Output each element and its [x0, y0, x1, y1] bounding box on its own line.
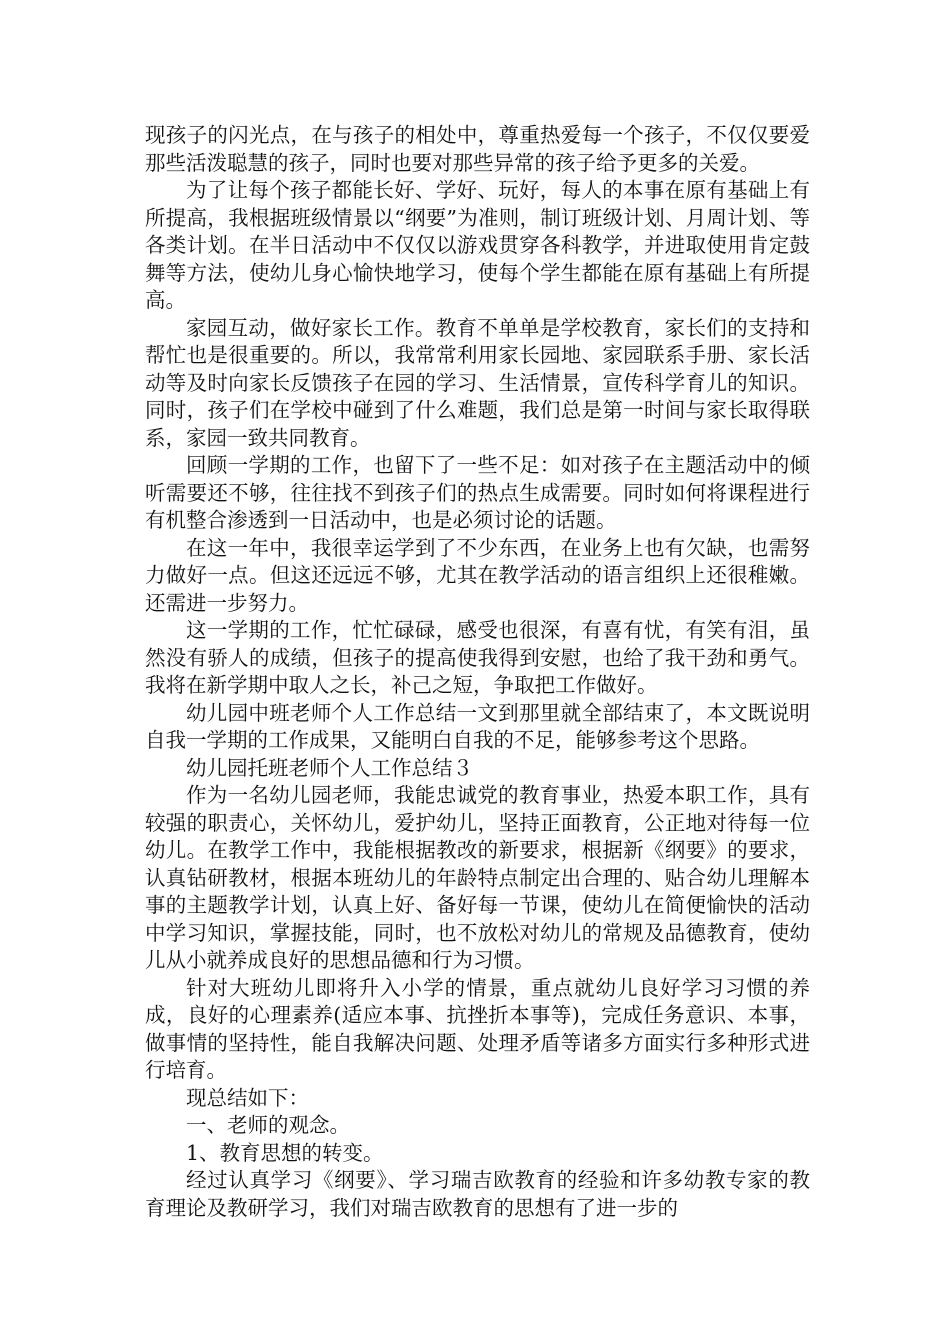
- paragraph: 现孩子的闪光点，在与孩子的相处中，尊重热爱每一个孩子，不仅仅要爱那些活泼聪慧的孩子，同时也要对那些异常的孩子给予更多的关爱。: [145, 123, 810, 175]
- paragraph: 经过认真学习《纲要》、学习瑞吉欧教育的经验和许多幼教专家的教育理论及教研学习，我们对瑞吉欧教育的思想有了进一步的: [145, 1168, 810, 1220]
- paragraph: 家园互动，做好家长工作。教育不单单是学校教育，家长们的支持和帮忙也是很重要的。所以，我常常利用家长园地、家园联系手册、家长活动等及时向家长反馈孩子在园的学习、生活情景，宣传科学育儿的知识。同时，孩子们在学校中碰到了什么难题，我们总是第一时间与家长取得联系，家园一致共同教育。: [145, 315, 810, 450]
- paragraph: 回顾一学期的工作，也留下了一些不足：如对孩子在主题活动中的倾听需要还不够，往往找不到孩子们的热点生成需要。同时如何将课程进行有机整合渗透到一日活动中，也是必须讨论的话题。: [145, 453, 810, 532]
- paragraph: 这一学期的工作，忙忙碌碌，感受也很深，有喜有忧，有笑有泪，虽然没有骄人的成绩，但孩子的提高使我得到安慰，也给了我干劲和勇气。我将在新学期中取人之长，补己之短，争取把工作做好。: [145, 618, 810, 697]
- paragraph: 作为一名幼儿园老师，我能忠诚党的教育事业，热爱本职工作，具有较强的职责心，关怀幼儿，爱护幼儿，坚持正面教育，公正地对待每一位幼儿。在教学工作中，我能根据教改的新要求，根据新《纲要》的要求，认真钻研教材，根据本班幼儿的年龄特点制定出合理的、贴合幼儿理解本事的主题教学计划，认真上好、备好每一节课，使幼儿在简便愉快的活动中学习知识，掌握技能，同时，也不放松对幼儿的常规及品德教育，使幼儿从小就养成良好的思想品德和行为习惯。: [145, 783, 810, 972]
- document-body: [145, 122, 810, 1222]
- paragraph: 现总结如下：: [186, 1085, 309, 1110]
- paragraph: 为了让每个孩子都能长好、学好、玩好，每人的本事在原有基础上有所提高，我根据班级情景以“纲要”为准则，制订班级计划、月周计划、等各类计划。在半日活动中不仅仅以游戏贯穿各科教学，并进取使用肯定鼓舞等方法，使幼儿身心愉快地学习，使每个学生都能在原有基础上有所提高。: [145, 178, 810, 312]
- section-heading: 幼儿园托班老师个人工作总结３: [186, 755, 473, 780]
- subheading: 一、老师的观念。: [186, 1113, 350, 1137]
- paragraph: 针对大班幼儿即将升入小学的情景，重点就幼儿良好学习习惯的养成，良好的心理素养(适应本事、抗挫折本事等)，完成任务意识、本事，做事情的坚持性，能自我解决问题、处理矛盾等诸多方面实行多种形式进行培育。: [145, 975, 810, 1082]
- subheading: 1、教育思想的转变。: [186, 1140, 384, 1165]
- paragraph: 在这一年中，我很幸运学到了不少东西，在业务上也有欠缺，也需努力做好一点。但这还远远不够，尤其在教学活动的语言组织上还很稚嫩。还需进一步努力。: [145, 535, 810, 615]
- paragraph: 幼儿园中班老师个人工作总结一文到那里就全部结束了，本文既说明自我一学期的工作成果，又能明白自我的不足，能够参考这个思路。: [145, 700, 810, 752]
